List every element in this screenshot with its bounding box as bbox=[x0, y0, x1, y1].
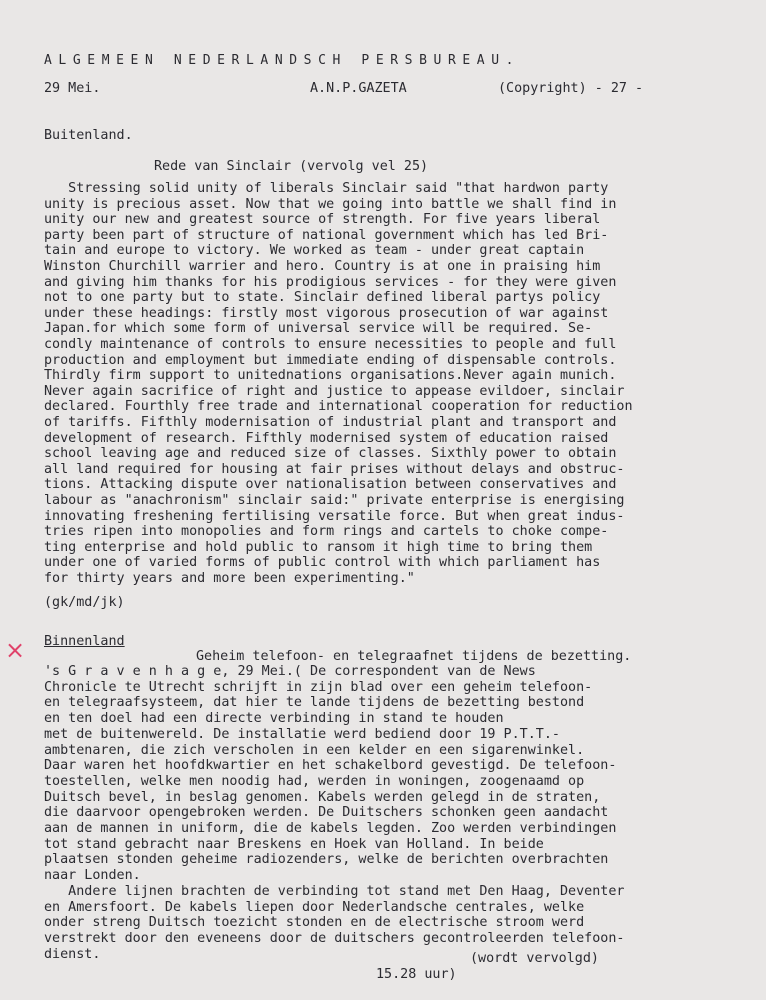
continued-note: (wordt vervolgd) bbox=[470, 951, 599, 966]
sinclair-text-line: all land required for housing at fair prises without delays and obstruc- bbox=[44, 461, 625, 477]
section-heading-buitenland: Buitenland. bbox=[44, 128, 133, 143]
telefoonnet-text-line: tot stand gebracht naar Breskens en Hoek van Holland. In beide bbox=[44, 836, 544, 852]
sinclair-text-line: and giving him thanks for his prodigious services - for they were given bbox=[44, 274, 617, 290]
sinclair-text-line: declared. Fourthly free trade and international cooperation for reduction bbox=[44, 399, 633, 415]
sinclair-text-line: unity is precious asset. Now that we going into battle we shall find in bbox=[44, 196, 617, 212]
sinclair-text-line: tions. Attacking dispute over nationalisation between conservatives and bbox=[44, 477, 617, 493]
telefoonnet-text-line: Daar waren het hoofdkwartier en het schakelbord gevestigd. De telefoon- bbox=[44, 758, 617, 774]
sinclair-text-line: Never again sacrifice of right and justice to appease evildoer, sinclair bbox=[44, 383, 625, 399]
margin-x-mark: × bbox=[5, 636, 26, 664]
sinclair-text-line: Winston Churchill warrier and hero. Country is at one in praising him bbox=[44, 259, 601, 274]
initials: (gk/md/jk) bbox=[44, 595, 125, 610]
sinclair-text-line: production and employment but immediate ending of dispensable controls. bbox=[44, 352, 617, 368]
sinclair-text-line: Japan.for which some form of universal service will be required. Se- bbox=[44, 321, 593, 337]
sinclair-text-line: condly maintenance of controls to ensure necessities to people and full bbox=[44, 337, 617, 352]
copyright-page: (Copyright) - 27 - bbox=[498, 81, 644, 96]
agency-code: A.N.P.GAZETA bbox=[310, 81, 407, 96]
sinclair-text-line: tain and europe to victory. We worked as team - under great captain bbox=[44, 243, 585, 259]
telefoonnet-text-line: ambtenaren, die zich verscholen in een kelder en een sigarenwinkel. bbox=[44, 742, 585, 758]
telefoonnet-text-line: en Amersfoort. De kabels liepen door Nederlandsche centrales, welke bbox=[44, 899, 585, 915]
sinclair-text-line: Stressing solid unity of liberals Sinclair said "that hardwon party bbox=[44, 181, 609, 196]
sinclair-text-line: ting enterprise and hold public to ransom it high time to bring them bbox=[44, 539, 593, 555]
sinclair-text-line: school leaving age and reduced size of classes. Sixthly power to obtain bbox=[44, 446, 617, 462]
sinclair-text-line: under one of varied forms of public control with which parliament has bbox=[44, 555, 601, 571]
sinclair-text-line: labour as "anachronism" sinclair said:" private enterprise is energising bbox=[44, 493, 625, 508]
agency-header: ALGEMEEN NEDERLANDSCH PERSBUREAU. bbox=[44, 53, 521, 68]
telefoonnet-text-line: dienst. bbox=[44, 946, 101, 962]
sinclair-text-line: of tariffs. Fifthly modernisation of industrial plant and transport and bbox=[44, 415, 617, 430]
sinclair-text-line: Thirdly firm support to unitednations organisations.Never again munich. bbox=[44, 368, 617, 384]
sinclair-text-line: innovating freshening fertilising versatile force. But when great indus- bbox=[44, 508, 625, 524]
telefoonnet-text-line: en telegraafsysteem, dat hier te lande tijdens de bezetting bestond bbox=[44, 695, 585, 711]
sinclair-text-line: party been part of structure of national government which has led Bri- bbox=[44, 227, 609, 243]
timestamp: 15.28 uur) bbox=[376, 967, 457, 982]
sinclair-text-line: development of research. Fifthly modernised system of education raised bbox=[44, 430, 609, 446]
telefoonnet-text-line: die daarvoor opengebroken werden. De Duitschers schonken geen aandacht bbox=[44, 805, 609, 821]
sinclair-text-line: unity our new and greatest source of strength. For five years liberal bbox=[44, 212, 601, 228]
telefoonnet-text-line: en ten doel had een directe verbinding in stand te houden bbox=[44, 711, 504, 727]
telefoonnet-text-line: Chronicle te Utrecht schrijft in zijn blad over een geheim telefoon- bbox=[44, 679, 593, 695]
sinclair-text-line: tries ripen into monopolies and form rings and cartels to choke compe- bbox=[44, 524, 609, 540]
article-title-sinclair: Rede van Sinclair (vervolg vel 25) bbox=[154, 159, 429, 174]
telefoonnet-text-line: met de buitenwereld. De installatie werd bediend door 19 P.T.T.- bbox=[44, 726, 560, 742]
date: 29 Mei. bbox=[44, 81, 101, 96]
telefoonnet-text-line: Duitsch bevel, in beslag genomen. Kabels werden gelegd in de straten, bbox=[44, 789, 601, 805]
telefoonnet-text-line: Andere lijnen brachten de verbinding tot stand met Den Haag, Deventer bbox=[44, 883, 625, 899]
article-title-telefoonnet: Geheim telefoon- en telegraafnet tijdens de bezetting. bbox=[196, 649, 632, 664]
telefoonnet-text-line: onder streng Duitsch toezicht stonden en de electrische stroom werd bbox=[44, 915, 585, 931]
sinclair-text-line: under these headings: firstly most vigorous prosecution of war against bbox=[44, 305, 609, 321]
section-heading-binnenland: Binnenland bbox=[44, 634, 125, 649]
sinclair-text-line: not to one party but to state. Sinclair defined liberal partys policy bbox=[44, 290, 601, 306]
telefoonnet-text-line: toestellen, welke men noodig had, werden in woningen, zoogenaamd op bbox=[44, 773, 585, 789]
sinclair-text-line: for thirty years and more been experimenting." bbox=[44, 571, 415, 586]
telefoonnet-text-line: naar Londen. bbox=[44, 868, 141, 884]
telefoonnet-text-line: plaatsen stonden geheime radiozenders, welke de berichten overbrachten bbox=[44, 852, 609, 868]
telefoonnet-text-line: verstrekt door den eveneens door de duitschers gecontroleerden telefoon- bbox=[44, 930, 625, 946]
telefoonnet-text-line: 's G r a v e n h a g e, 29 Mei.( De correspondent van de News bbox=[44, 664, 536, 679]
telefoonnet-text-line: aan de mannen in uniform, die de kabels legden. Zoo werden verbindingen bbox=[44, 821, 617, 836]
